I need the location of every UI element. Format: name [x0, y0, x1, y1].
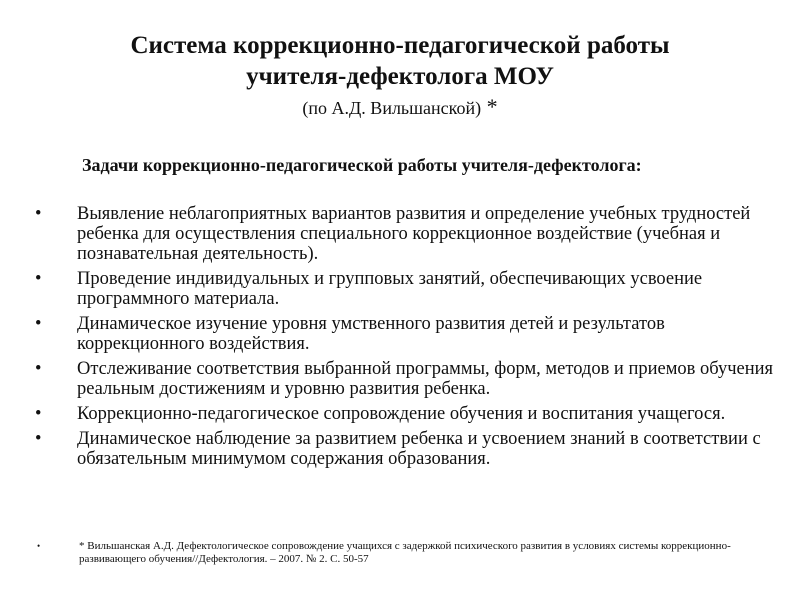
task-list	[0, 204, 800, 474]
footnote-bullet-icon: •	[37, 541, 41, 551]
list-item	[0, 269, 787, 309]
subtitle-star: *	[481, 94, 498, 119]
list-item-text: Отслеживание соответствия выбранной программы, форм, методов и приемов обучения реальным достижениям и уровню развития ребенка.	[77, 359, 774, 399]
bullet-icon: •	[35, 204, 42, 224]
bullet-icon: •	[35, 404, 42, 424]
bullet-icon: •	[35, 269, 42, 289]
bullet-icon: •	[35, 314, 42, 334]
list-item-text: Динамическое наблюдение за развитием ребенка и усвоением знаний в соответствии с обязательным минимумом содержания образования.	[77, 429, 761, 469]
list-item-text: Коррекционно-педагогическое сопровождение обучения и воспитания учащегося.	[77, 404, 726, 424]
footnote-text: * Вильшанская А.Д. Дефектологическое сопровождение учащихся с задержкой психического развития в условиях системы коррекционно-развивающего обучения//Дефектология. – 2007. № 2. С. 50-57	[79, 540, 731, 565]
list-item	[0, 404, 787, 424]
title-line-2: учителя-дефектолога МОУ	[246, 63, 554, 90]
title-line-1: Система коррекционно-педагогической работы	[130, 32, 670, 59]
list-item	[0, 429, 787, 469]
subtitle	[0, 95, 800, 120]
list-item-text: Проведение индивидуальных и групповых занятий, обеспечивающих усвоение программного материала.	[77, 269, 703, 309]
bullet-icon: •	[35, 359, 42, 379]
list-item-text: Динамическое изучение уровня умственного развития детей и результатов коррекционного воздействия.	[77, 314, 665, 354]
bullet-icon: •	[35, 429, 42, 449]
subtitle-text: (по А.Д. Вильшанской)	[302, 98, 482, 118]
list-item	[0, 204, 787, 264]
list-item-text: Выявление неблагоприятных вариантов развития и определение учебных трудностей ребенка для осуществления специального коррекционное воздействие (учебная и познавательная деятельность).	[77, 204, 751, 264]
list-item	[0, 314, 787, 354]
slide-title	[0, 30, 800, 92]
tasks-heading: Задачи коррекционно-педагогической работы учителя-дефектолога:	[82, 155, 642, 175]
list-item	[0, 359, 787, 399]
